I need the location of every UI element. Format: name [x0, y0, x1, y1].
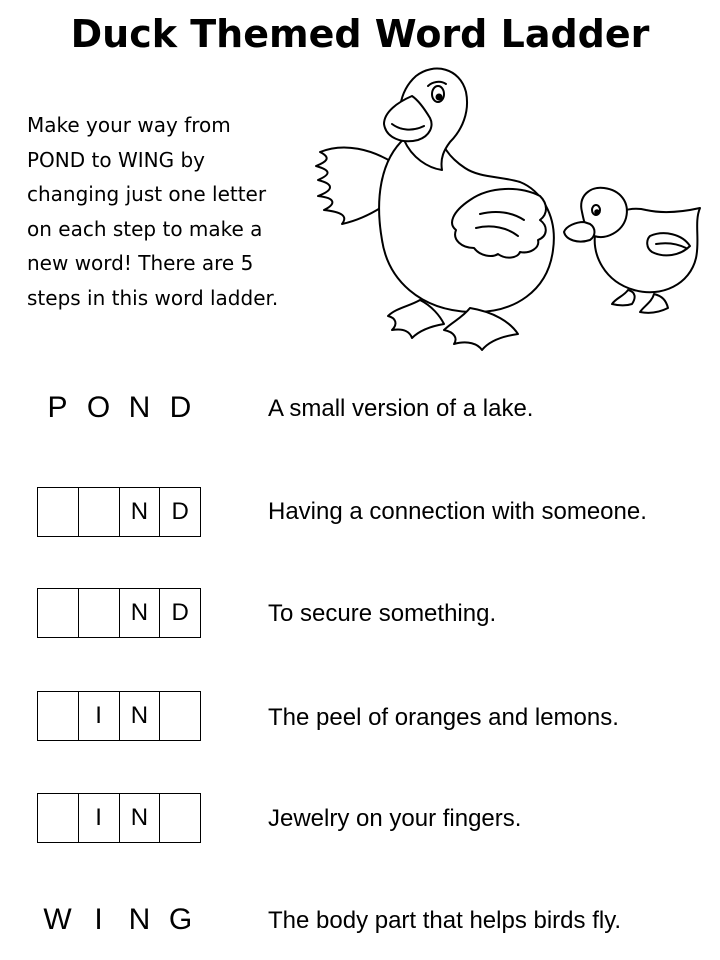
letter-box: N	[120, 692, 161, 740]
letter: O	[86, 391, 111, 424]
duckling-left-foot	[612, 290, 635, 306]
letter: I	[94, 903, 103, 936]
letter: P	[47, 391, 68, 424]
letter-box: N	[120, 589, 161, 637]
letter-box[interactable]	[38, 692, 79, 740]
start-word	[37, 384, 201, 432]
letter-box[interactable]	[160, 794, 200, 842]
clue-4: The peel of oranges and lemons.	[268, 704, 619, 731]
duck-illustration	[300, 62, 720, 362]
instructions-line: steps in this word ladder.	[27, 285, 279, 310]
letter-boxes	[37, 691, 201, 741]
letter: N	[128, 903, 151, 936]
clue-6: The body part that helps birds fly.	[268, 907, 622, 934]
letter-box[interactable]	[38, 794, 79, 842]
mother-duck-right-foot	[444, 308, 518, 350]
letter: G	[168, 903, 193, 936]
instructions-line: POND to WING by	[27, 147, 205, 172]
letter-boxes	[37, 793, 201, 843]
letter-box: D	[171, 599, 189, 626]
letter-box: D	[171, 498, 189, 525]
letter: D	[169, 391, 192, 424]
letter-box[interactable]	[79, 589, 120, 637]
letter-box: N	[120, 488, 161, 536]
letter-box[interactable]	[160, 692, 200, 740]
letter-boxes	[37, 487, 201, 537]
clue-2: Having a connection with someone.	[268, 498, 647, 525]
letter-box[interactable]	[38, 488, 79, 536]
letter-box[interactable]	[38, 589, 79, 637]
page-title: Duck Themed Word Ladder	[70, 12, 650, 56]
letter-boxes	[37, 588, 201, 638]
instructions	[27, 108, 327, 316]
letter: N	[128, 391, 151, 424]
clue-1: A small version of a lake.	[268, 395, 534, 422]
letter-box: N	[120, 794, 161, 842]
duckling-bill	[564, 222, 595, 242]
end-word	[37, 896, 201, 944]
instructions-line: changing just one letter	[27, 182, 267, 207]
instructions-line: on each step to make a	[27, 216, 263, 241]
letter-box: I	[79, 794, 120, 842]
instructions-line: new word! There are 5	[27, 251, 254, 276]
letter: W	[43, 903, 72, 936]
clue-5: Jewelry on your fingers.	[268, 805, 522, 832]
duckling-right-foot	[640, 294, 668, 313]
letter-box: I	[79, 692, 120, 740]
letter-box[interactable]	[79, 488, 120, 536]
instructions-line: Make your way from	[27, 113, 231, 137]
clue-3: To secure something.	[268, 600, 497, 627]
